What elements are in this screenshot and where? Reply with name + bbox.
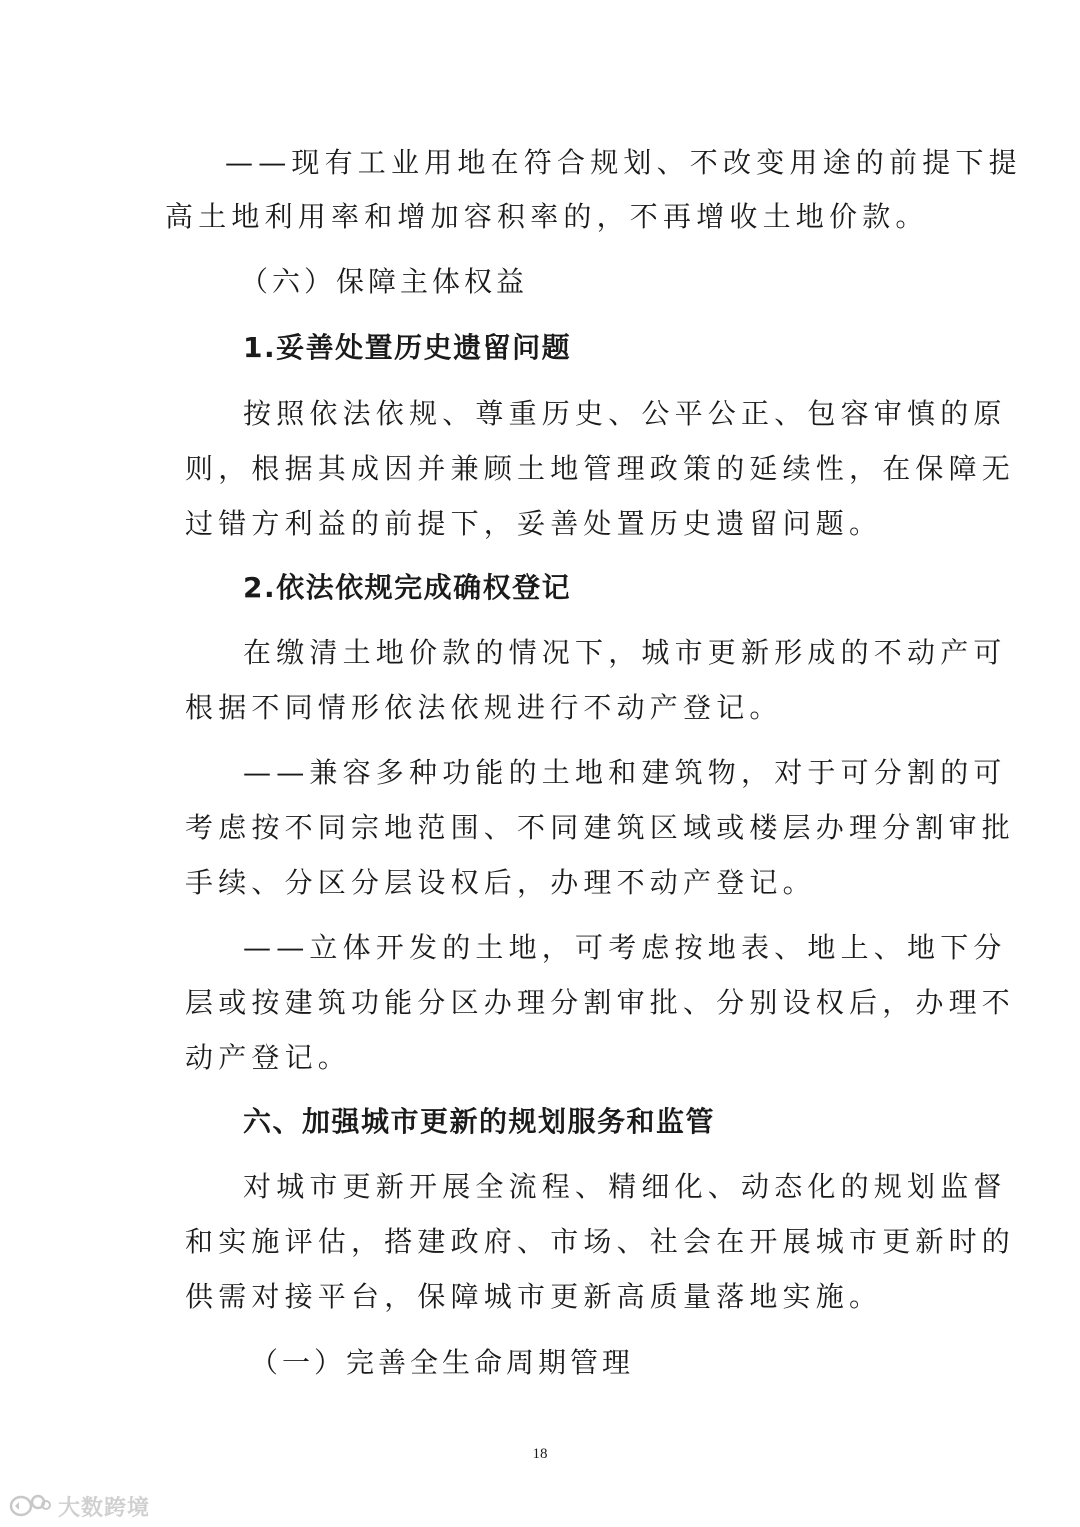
section-heading: 2.依法依规完成确权登记	[243, 571, 572, 604]
paragraph-line: 高土地利用率和增加容积率的，不再增收土地价款。	[165, 200, 929, 233]
paragraph-line: 和实施评估，搭建政府、市场、社会在开展城市更新时的	[185, 1225, 1016, 1258]
paragraph-line: ——兼容多种功能的土地和建筑物，对于可分割的可	[243, 756, 1007, 789]
section-subheading: （一）完善全生命周期管理	[250, 1346, 635, 1379]
paragraph-line: 根据不同情形依法依规进行不动产登记。	[185, 691, 783, 724]
paragraph-line: ——立体开发的土地，可考虑按地表、地上、地下分	[243, 931, 1007, 964]
section-heading: 1.妥善处置历史遗留问题	[243, 331, 572, 364]
paragraph-line: 层或按建筑功能分区办理分割审批、分别设权后，办理不	[185, 986, 1016, 1019]
big-data-cross-border-logo-icon	[8, 1493, 52, 1519]
watermark-text: 大数跨境	[58, 1495, 151, 1521]
paragraph-line: 按照依法依规、尊重历史、公平公正、包容审慎的原	[243, 397, 1007, 430]
paragraph-line: ——现有工业用地在符合规划、不改变用途的前提下提	[225, 146, 1022, 179]
paragraph-line: 手续、分区分层设权后，办理不动产登记。	[185, 866, 816, 899]
watermark	[8, 1490, 150, 1522]
paragraph-line: 在缴清土地价款的情况下，城市更新形成的不动产可	[243, 636, 1007, 669]
paragraph-line: 考虑按不同宗地范围、不同建筑区域或楼层办理分割审批	[185, 811, 1016, 844]
page-number: 18	[532, 1446, 548, 1462]
chapter-heading: 六、加强城市更新的规划服务和监管	[243, 1105, 716, 1138]
section-subheading: （六）保障主体权益	[240, 265, 529, 298]
paragraph-line: 供需对接平台，保障城市更新高质量落地实施。	[185, 1280, 883, 1313]
paragraph-line: 动产登记。	[185, 1041, 352, 1074]
paragraph-line: 对城市更新开展全流程、精细化、动态化的规划监督	[243, 1170, 1007, 1203]
paragraph-line: 则，根据其成因并兼顾土地管理政策的延续性，在保障无	[185, 452, 1016, 485]
paragraph-line: 过错方利益的前提下，妥善处置历史遗留问题。	[185, 507, 883, 540]
